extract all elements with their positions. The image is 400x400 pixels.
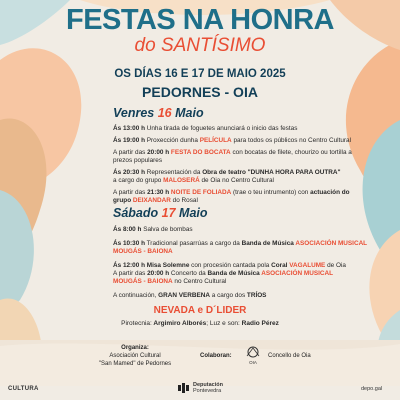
pyro-and-sound: Pirotecnia: Argimiro Alborés; Luz e son: Radio Pérez — [121, 320, 279, 327]
event-line: A partir das 20:00 h FESTA DO BOCATA con bocatas de filete, chourizo ou tortilla a — [113, 149, 352, 156]
collaborators-label: Colaboran: — [200, 353, 232, 359]
organizer-label: Organiza: — [121, 345, 149, 351]
organizer-line1: Asociación Cultural — [109, 353, 161, 359]
cultura-logo: CULTURA — [8, 386, 39, 392]
event-line: prezos populares — [113, 157, 163, 164]
day-heading-saturday — [113, 206, 208, 220]
day-label: Venres — [113, 106, 155, 120]
event-line: Ás 8:00 h Salva de bombas — [113, 226, 193, 233]
day-month: Maio — [179, 206, 208, 220]
organizer-block — [90, 344, 180, 368]
collaborator-name: Concello de Oia — [268, 353, 311, 359]
saturday-events — [113, 226, 367, 300]
day-label: Sábado — [113, 206, 159, 220]
deputacion-logo: Deputación Pontevedra — [178, 382, 223, 394]
oia-logo-icon — [244, 344, 262, 366]
event-line: Ás 20:30 h Representación da Obra de teatro "DUNHA HORA PARA OUTRA" — [113, 169, 341, 176]
event-line: Ás 12:00 h Misa Solemne con procesión cantada pola Coral VAGALUME de Oia — [113, 262, 346, 269]
event-line: MOUGÁS - BAIONA — [113, 248, 173, 255]
event-dates: OS DÍAS 16 E 17 DE MAIO 2025 — [114, 68, 286, 80]
day-number: 16 — [157, 106, 172, 120]
event-line: Ás 10:30 h Tradicional pasarrúas a cargo da Banda de Música ASOCIACIÓN MUSICAL — [113, 240, 368, 247]
day-heading-friday — [113, 106, 204, 120]
event-place: PEDORNES - OIA — [142, 84, 258, 100]
oia-logo — [244, 344, 262, 366]
friday-events — [113, 125, 352, 205]
headline-acts: NEVADA e D´LIDER — [153, 305, 247, 316]
event-line: a cargo do grupo MALOSERÁ de Oia no Centro Cultural — [113, 177, 274, 184]
day-number: 17 — [161, 206, 176, 220]
event-subtitle: do SANTÍSIMO — [134, 35, 266, 56]
event-line: A partir das 21:30 h NOITE DE FOLIADA (trae o teu intrumento) con actuación do — [113, 189, 350, 196]
svg-text:OIA: OIA — [249, 360, 257, 365]
event-line: grupo DEIXANDAR do Rosal — [113, 197, 198, 204]
deputacion-logo-icon — [178, 383, 190, 393]
event-title: FESTAS NA HONRA — [66, 4, 334, 36]
organizer-line2: "San Mamed" de Pedornes — [98, 361, 172, 367]
event-line: MOUGÁS - BAIONA no Centro Cultural — [113, 278, 227, 285]
event-line: Ás 13:00 h Unha tirada de foguetes anunciará o inicio das festas — [113, 125, 298, 132]
event-line: Ás 19:00 h Proxección dunha PELÍCULA para todos os públicos no Centro Cultural — [113, 137, 352, 144]
depo-logo: depo.gal — [361, 386, 383, 392]
day-month: Maio — [175, 106, 204, 120]
event-line: A partir das 20:00 h Concerto da Banda de Música ASOCIACIÓN MUSICAL — [113, 270, 333, 277]
event-line: A continuación, GRAN VERBENA a cargo dos TRÍOS — [113, 292, 267, 299]
